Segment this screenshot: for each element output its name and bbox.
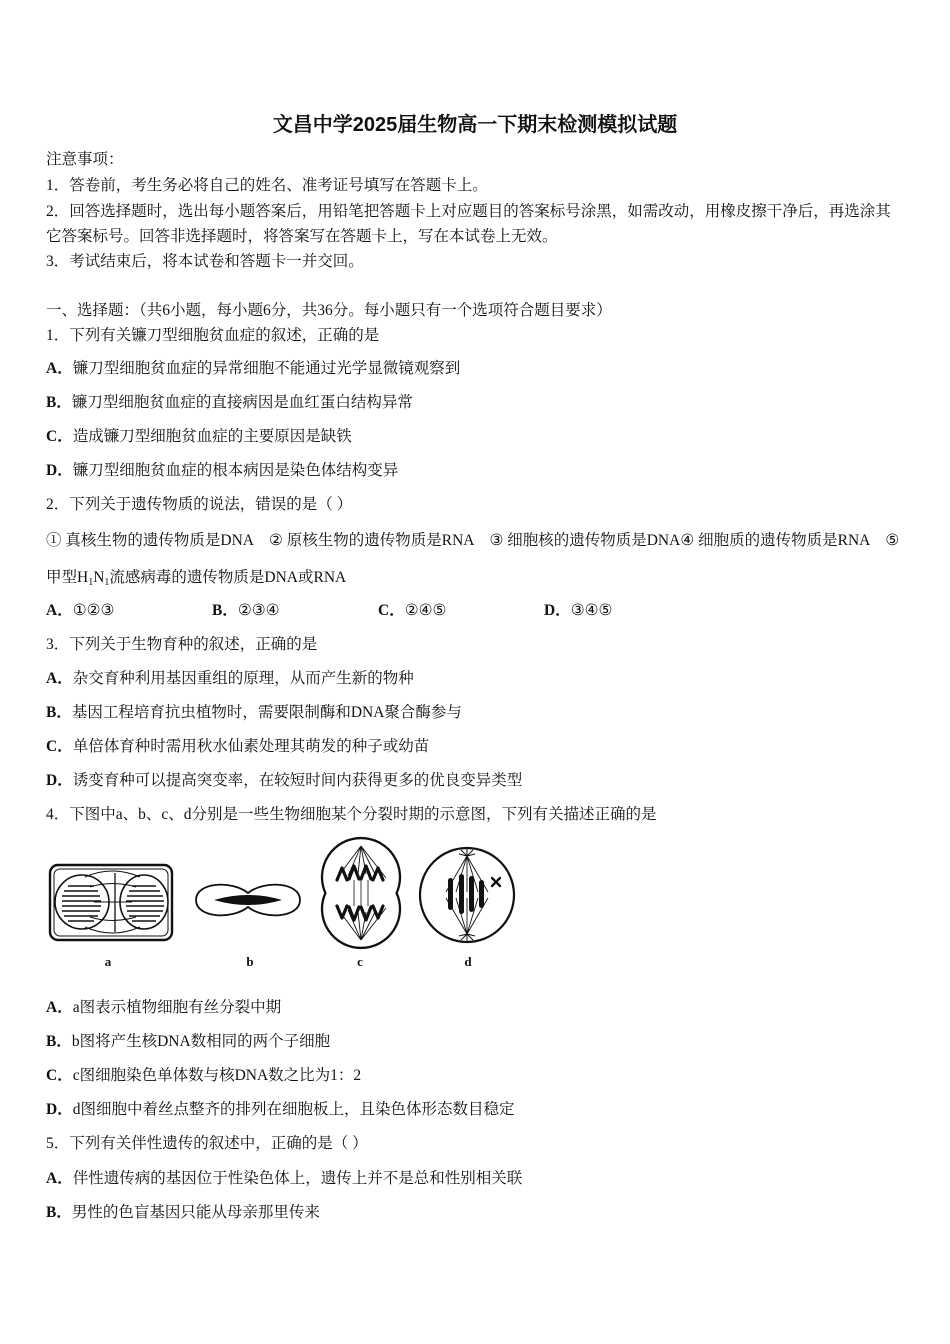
q4-option-d bbox=[46, 1099, 514, 1121]
figure-label-d: d bbox=[464, 954, 472, 969]
option-label: C． bbox=[378, 602, 405, 619]
q4-option-c bbox=[46, 1065, 361, 1087]
option-label: D． bbox=[544, 602, 571, 619]
cell-d-chromosome bbox=[469, 876, 474, 912]
q2-option-d bbox=[544, 600, 710, 622]
option-label: B． bbox=[46, 704, 72, 721]
q2-statement-1: ① 真核生物的遗传物质是DNA bbox=[46, 532, 254, 549]
option-label: A． bbox=[46, 360, 73, 377]
figure-label-c: c bbox=[357, 954, 363, 969]
figure-label-a: a bbox=[104, 954, 112, 969]
option-label: C． bbox=[46, 428, 73, 445]
page-title: 文昌中学2025届生物高一下期末检测模拟试题 bbox=[272, 114, 678, 136]
cell-division-figure bbox=[40, 830, 530, 975]
cell-c bbox=[322, 838, 400, 948]
q1-option-d bbox=[46, 460, 398, 482]
notice-item-1: 1．答卷前，考生务必将自己的姓名、准考证号填写在答题卡上。 bbox=[46, 177, 488, 194]
option-text: 诱变育种可以提高突变率，在较短时间内获得更多的优良变异类型 bbox=[72, 772, 523, 789]
q1-option-c bbox=[46, 426, 352, 448]
q4-stem: 4．下图中a、b、c、d分别是一些生物细胞某个分裂时期的示意图，下列有关描述正确的是 bbox=[46, 806, 657, 823]
notice-item-3: 3．考试结束后，将本试卷和答题卡一并交回。 bbox=[46, 253, 364, 270]
statement-5-mid: N bbox=[93, 569, 105, 586]
section-heading: 一、选择题：（共6小题，每小题6分，共36分。每小题只有一个选项符合题目要求） bbox=[46, 302, 612, 319]
option-label: C． bbox=[46, 738, 73, 755]
option-text: ②③④ bbox=[237, 602, 280, 619]
subscript: 1 bbox=[104, 577, 110, 588]
q3-stem: 3．下列关于生物育种的叙述，正确的是 bbox=[46, 636, 318, 653]
cell-d bbox=[420, 848, 514, 942]
q3-option-b bbox=[46, 702, 462, 724]
q2-option-b bbox=[212, 600, 378, 622]
q4-option-a bbox=[46, 997, 281, 1019]
option-label: B． bbox=[46, 1033, 72, 1050]
option-text: ③④⑤ bbox=[570, 602, 613, 619]
option-text: b图将产生核DNA数相同的两个子细胞 bbox=[71, 1033, 331, 1050]
option-label: B． bbox=[46, 394, 72, 411]
option-text: 镰刀型细胞贫血症的直接病因是血红蛋白结构异常 bbox=[71, 394, 413, 411]
option-label: A． bbox=[46, 999, 73, 1016]
option-label: D． bbox=[46, 462, 73, 479]
q3-option-a bbox=[46, 668, 414, 690]
option-text: c图细胞染色单体数与核DNA数之比为1：2 bbox=[72, 1067, 362, 1084]
option-label: A． bbox=[46, 602, 73, 619]
option-text: 伴性遗传病的基因位于性染色体上，遗传上并不是总和性别相关联 bbox=[72, 1170, 523, 1187]
q2-statements bbox=[46, 522, 902, 596]
q2-statement-2: ② 原核生物的遗传物质是RNA bbox=[268, 532, 475, 549]
q2-option-c bbox=[378, 600, 544, 622]
cell-d-chromosome bbox=[459, 874, 464, 914]
option-text: 杂交育种利用基因重组的原理，从而产生新的物种 bbox=[72, 670, 414, 687]
q3-option-d bbox=[46, 770, 522, 792]
notice-item-2: 2．回答选择题时，选出每小题答案后，用铅笔把答题卡上对应题目的答案标号涂黑，如需改动，用橡皮擦干净后，再选涂其它答案标号。回答非选择题时，将答案写在答题卡上，写在本试卷上无效。 bbox=[46, 203, 891, 245]
q2-statement-3: ③ 细胞核的遗传物质是DNA bbox=[489, 532, 681, 549]
option-label: A． bbox=[46, 670, 73, 687]
option-text: d图细胞中着丝点整齐的排列在细胞板上，且染色体形态数目稳定 bbox=[72, 1101, 515, 1118]
q2-options bbox=[46, 600, 710, 622]
option-text: ②④⑤ bbox=[404, 602, 447, 619]
option-text: a图表示植物细胞有丝分裂中期 bbox=[72, 999, 282, 1016]
subscript: 1 bbox=[88, 577, 94, 588]
option-text: 男性的色盲基因只能从母亲那里传来 bbox=[71, 1204, 320, 1221]
option-label: D． bbox=[46, 1101, 73, 1118]
cell-d-chromosome bbox=[479, 880, 484, 908]
option-text: 造成镰刀型细胞贫血症的主要原因是缺铁 bbox=[72, 428, 352, 445]
figure-label-b: b bbox=[246, 954, 254, 969]
q5-stem: 5．下列有关伴性遗传的叙述中，正确的是（ ） bbox=[46, 1135, 368, 1152]
option-text: 基因工程培育抗虫植物时，需要限制酶和DNA聚合酶参与 bbox=[71, 704, 462, 721]
option-label: B． bbox=[46, 1204, 72, 1221]
option-text: 镰刀型细胞贫血症的异常细胞不能通过光学显微镜观察到 bbox=[72, 360, 461, 377]
q1-option-a bbox=[46, 358, 460, 380]
cell-a bbox=[50, 865, 172, 940]
option-label: D． bbox=[46, 772, 73, 789]
cell-b bbox=[196, 885, 300, 916]
q1-stem: 1．下列有关镰刀型细胞贫血症的叙述，正确的是 bbox=[46, 327, 380, 344]
cell-d-chromosome bbox=[448, 878, 453, 910]
option-label: B． bbox=[212, 602, 238, 619]
q2-stem: 2．下列关于遗传物质的说法，错误的是（ ） bbox=[46, 496, 353, 513]
statement-5-prefix: ⑤ 甲型H bbox=[46, 532, 900, 586]
q3-option-c bbox=[46, 736, 429, 758]
q2-option-a bbox=[46, 600, 212, 622]
q5-option-b bbox=[46, 1202, 320, 1224]
option-label: C． bbox=[46, 1067, 73, 1084]
option-text: 镰刀型细胞贫血症的根本病因是染色体结构变异 bbox=[72, 462, 399, 479]
statement-5-suffix: 流感病毒的遗传物质是DNA或RNA bbox=[109, 569, 347, 586]
option-text: 单倍体育种时需用秋水仙素处理其萌发的种子或幼苗 bbox=[72, 738, 430, 755]
option-label: A． bbox=[46, 1170, 73, 1187]
q4-option-b bbox=[46, 1031, 330, 1053]
q2-statement-4: ④ 细胞质的遗传物质是RNA bbox=[680, 532, 871, 549]
option-text: ①②③ bbox=[72, 602, 115, 619]
q5-option-a bbox=[46, 1168, 522, 1190]
q1-option-b bbox=[46, 392, 413, 414]
notice-heading: 注意事项： bbox=[46, 151, 124, 168]
